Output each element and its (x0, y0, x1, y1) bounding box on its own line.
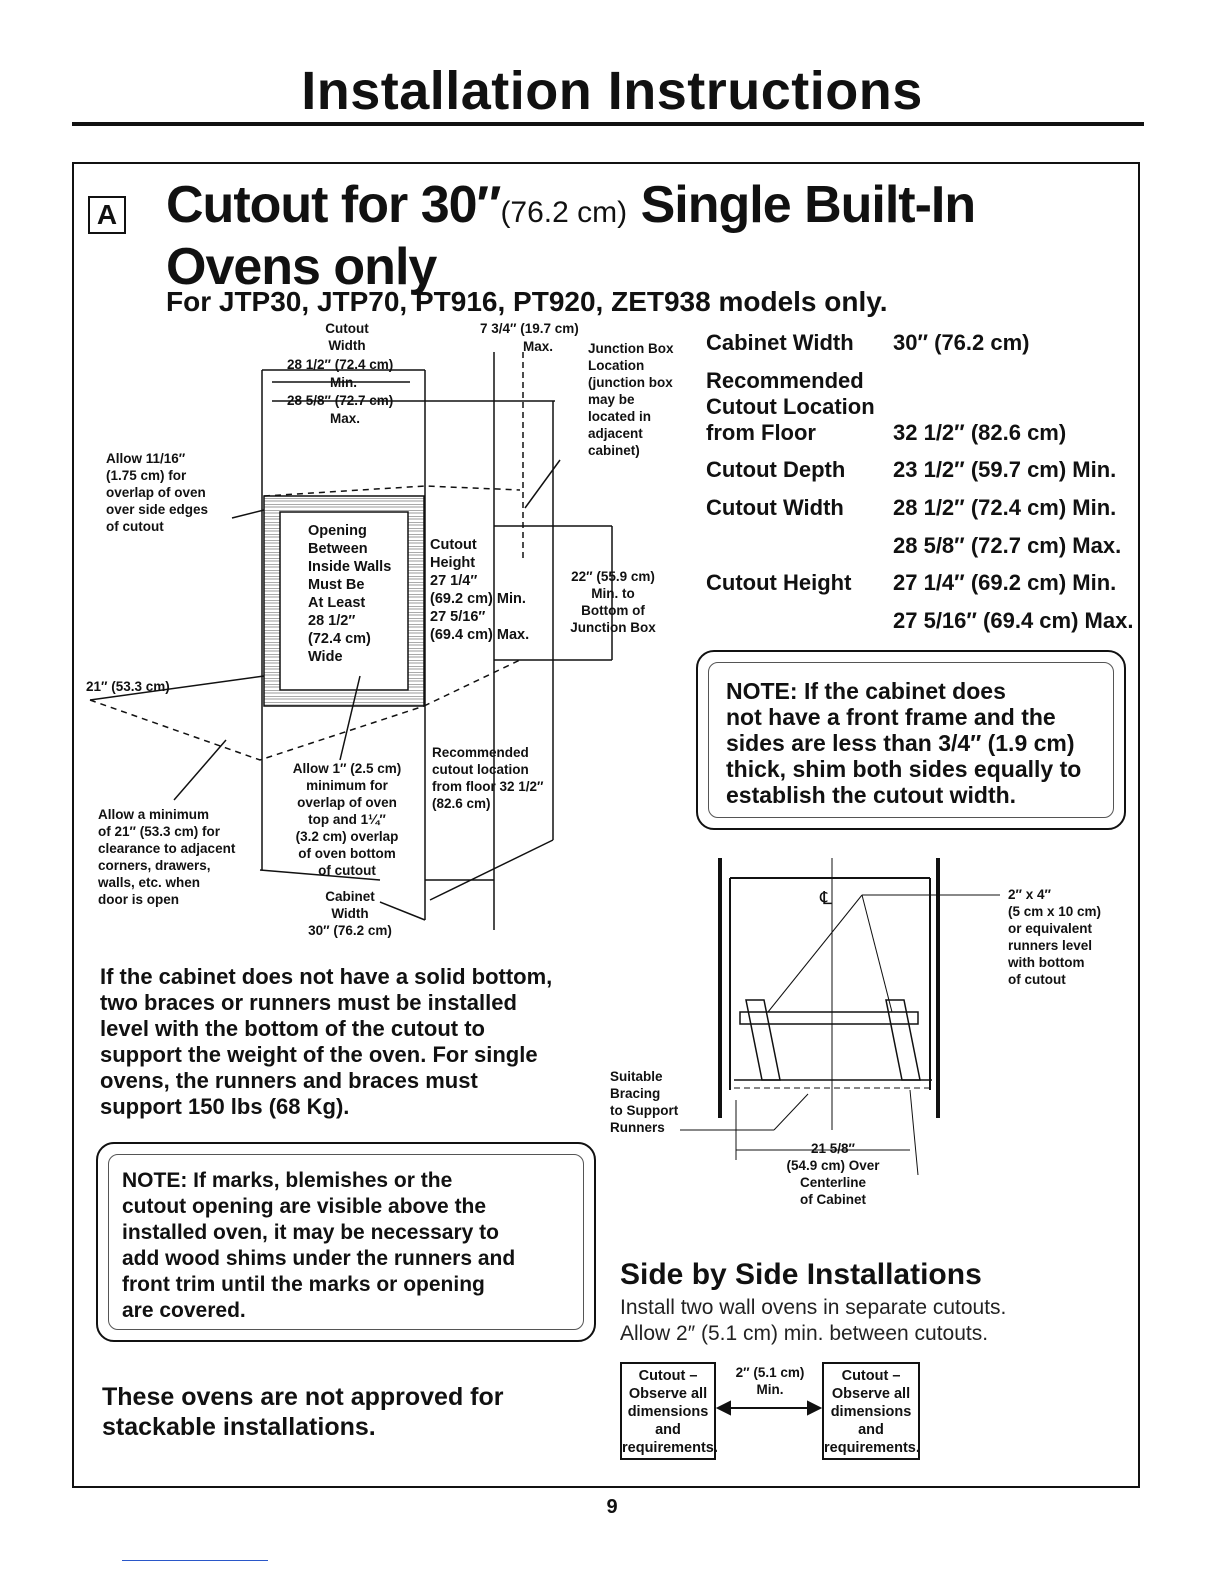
section-title-metric: (76.2 cm) (500, 196, 628, 229)
label-line: top and 1¼″ (308, 812, 386, 827)
text-line: thick, shim both sides equally to (726, 756, 1082, 782)
side-by-side-line2: Allow 2″ (5.1 cm) min. between cutouts. (620, 1322, 989, 1345)
label-line: adjacent (588, 426, 643, 441)
label-line: clearance to adjacent (98, 841, 236, 856)
label-line: dimensions (627, 1404, 709, 1420)
section-letter-badge: A (88, 196, 126, 234)
page-title: Installation Instructions (301, 61, 923, 121)
text-line: add wood shims under the runners and (122, 1247, 516, 1270)
label-junction-offset-max: Max. (523, 339, 554, 354)
label-line: Location (588, 358, 645, 373)
section-title-part1: Cutout for 30″ (166, 176, 501, 234)
label-line: Cutout – (841, 1368, 901, 1384)
text-line: sides are less than 3/4″ (1.9 cm) (726, 730, 1075, 756)
spec-value: 23 1/2″ (59.7 cm) Min. (893, 457, 1117, 482)
text-line: not have a front frame and the (726, 704, 1056, 730)
label-line: over side edges (106, 502, 209, 517)
spec-value: 28 1/2″ (72.4 cm) Min. (893, 495, 1117, 520)
label-line: Inside Walls (308, 559, 392, 575)
centerline-symbol: ℄ (820, 888, 832, 908)
spec-label: Cabinet Width (706, 330, 854, 355)
label-line: of oven bottom (298, 846, 396, 861)
label-line: Min. to (591, 586, 635, 601)
section-subtitle: For JTP30, JTP70, PT916, PT920, ZET938 models only. (166, 286, 888, 317)
spec-label: Cutout Depth (706, 457, 846, 482)
label-line: Allow 1″ (2.5 cm) (292, 761, 402, 776)
label-line: with bottom (1008, 955, 1085, 970)
label-line: Runners (610, 1120, 665, 1135)
label-line: Between (308, 541, 368, 557)
label-line: Observe all (831, 1386, 911, 1402)
text-line: cutout opening are visible above the (122, 1195, 487, 1218)
label-line: (54.9 cm) Over (786, 1158, 880, 1173)
label-line: 22″ (55.9 cm) (571, 569, 655, 584)
label-line: Opening (308, 523, 367, 539)
page-number: 9 (606, 1496, 618, 1518)
label-line: Must Be (308, 577, 365, 593)
label-line: requirements. (622, 1440, 718, 1456)
footer-rule (122, 1560, 268, 1561)
text-line: two braces or runners must be installed (100, 990, 517, 1015)
text-line: If the cabinet does not have a solid bottom, (100, 964, 553, 989)
label-line: cutout location (432, 762, 529, 777)
label-line: Bracing (610, 1086, 661, 1101)
label-line: (junction box (588, 375, 673, 390)
label-width-max: 28 5/8″ (72.7 cm) (287, 393, 394, 408)
label-line: may be (588, 392, 635, 407)
label-line: Cutout (430, 537, 477, 553)
label-line: of cutout (1008, 972, 1066, 987)
label-line: overlap of oven (106, 485, 206, 500)
text-line: NOTE: If marks, blemishes or the (122, 1169, 453, 1192)
label-line: (69.2 cm) Min. (430, 591, 526, 607)
text-line: ovens, the runners and braces must (100, 1068, 478, 1093)
label-line: or equivalent (1008, 921, 1093, 936)
spec-value: 27 5/16″ (69.4 cm) Max. (893, 608, 1134, 633)
label-line: Allow 11/16″ (106, 451, 186, 466)
label-width-min-word: Min. (330, 375, 357, 390)
label-width-max-word: Max. (330, 411, 361, 426)
label-line: Observe all (628, 1386, 708, 1402)
text-line: establish the cutout width. (726, 782, 1017, 808)
label-line: Recommended (432, 745, 529, 760)
label-line: minimum for (306, 778, 388, 793)
text-line: support 150 lbs (68 Kg). (100, 1094, 350, 1119)
label-line: of Cabinet (800, 1192, 866, 1207)
text-line: support the weight of the oven. For single (100, 1042, 538, 1067)
label-line: to Support (610, 1103, 679, 1118)
spec-label: from Floor (706, 420, 816, 445)
spec-value: 28 5/8″ (72.7 cm) Max. (893, 533, 1122, 558)
label-line: Junction Box (588, 341, 674, 356)
text-line: front trim until the marks or opening (122, 1273, 485, 1296)
label-line: requirements. (824, 1440, 920, 1456)
label-line: Cutout (325, 321, 369, 336)
text-line: NOTE: If the cabinet does (726, 678, 1006, 704)
stackable-warning (102, 1382, 504, 1442)
spec-label: Cutout Width (706, 495, 844, 520)
label-depth-21: 21″ (53.3 cm) (86, 679, 170, 694)
label-line: Cabinet (325, 889, 375, 904)
label-line: At Least (308, 595, 366, 611)
label-line: dimensions (830, 1404, 912, 1420)
spec-label: Cutout Height (706, 570, 852, 595)
label-line: 27 1/4″ (430, 573, 478, 589)
spec-value: 32 1/2″ (82.6 cm) (893, 420, 1067, 445)
label-line: (72.4 cm) (308, 631, 371, 647)
spec-label: Recommended (706, 368, 864, 393)
label-line: Allow a minimum (98, 807, 210, 822)
label-line: Cutout – (638, 1368, 698, 1384)
label-line: door is open (98, 892, 179, 907)
label-width-min: 28 1/2″ (72.4 cm) (287, 357, 394, 372)
label-line: (82.6 cm) (432, 796, 491, 811)
label-line: cabinet) (588, 443, 640, 458)
spec-label: Cutout Location (706, 394, 875, 419)
label-line: 2″ (5.1 cm) (735, 1365, 805, 1380)
label-line: 2″ x 4″ (1008, 887, 1051, 902)
text-line: These ovens are not approved for (102, 1383, 504, 1411)
label-line: 30″ (76.2 cm) (308, 923, 392, 938)
label-line: Min. (756, 1382, 784, 1397)
label-line: Junction Box (570, 620, 656, 635)
label-line: (3.2 cm) overlap (295, 829, 399, 844)
label-line: from floor 32 1/2″ (432, 779, 544, 794)
label-line: walls, etc. when (98, 875, 201, 890)
label-junction-offset: 7 3/4″ (19.7 cm) (480, 321, 579, 336)
label-line: Centerline (799, 1175, 867, 1190)
spec-value: 27 1/4″ (69.2 cm) Min. (893, 570, 1117, 595)
text-line: level with the bottom of the cutout to (100, 1016, 485, 1041)
label-line: Width (328, 338, 366, 353)
label-line: and (655, 1422, 681, 1438)
label-line: 21 5/8″ (810, 1141, 855, 1156)
label-line: and (858, 1422, 884, 1438)
label-line: Width (331, 906, 369, 921)
label-line: Wide (308, 649, 343, 665)
label-line: 27 5/16″ (430, 609, 486, 625)
label-line: (69.4 cm) Max. (430, 627, 530, 643)
text-line: stackable installations. (102, 1413, 376, 1441)
label-line: corners, drawers, (98, 858, 211, 873)
label-line: located in (588, 409, 652, 424)
label-line: of cutout (106, 519, 164, 534)
label-line: overlap of oven (297, 795, 397, 810)
label-line: Bottom of (581, 603, 645, 618)
text-line: are covered. (122, 1299, 246, 1322)
section-title-line2: Ovens only (166, 238, 437, 296)
label-line: runners level (1008, 938, 1093, 953)
label-line: of 21″ (53.3 cm) for (98, 824, 221, 839)
section-title-part2: Single Built-In (640, 176, 976, 234)
spec-value: 30″ (76.2 cm) (893, 330, 1030, 355)
label-line: Suitable (610, 1069, 663, 1084)
label-line: Height (430, 555, 476, 571)
text-line: installed oven, it may be necessary to (122, 1221, 499, 1244)
label-line: 28 1/2″ (308, 613, 356, 629)
label-line: of cutout (318, 863, 376, 878)
label-line: (5 cm x 10 cm) (1008, 904, 1102, 919)
side-by-side-title: Side by Side Installations (620, 1258, 982, 1291)
label-line: (1.75 cm) for (106, 468, 187, 483)
side-by-side-line1: Install two wall ovens in separate cutouts. (620, 1296, 1007, 1319)
